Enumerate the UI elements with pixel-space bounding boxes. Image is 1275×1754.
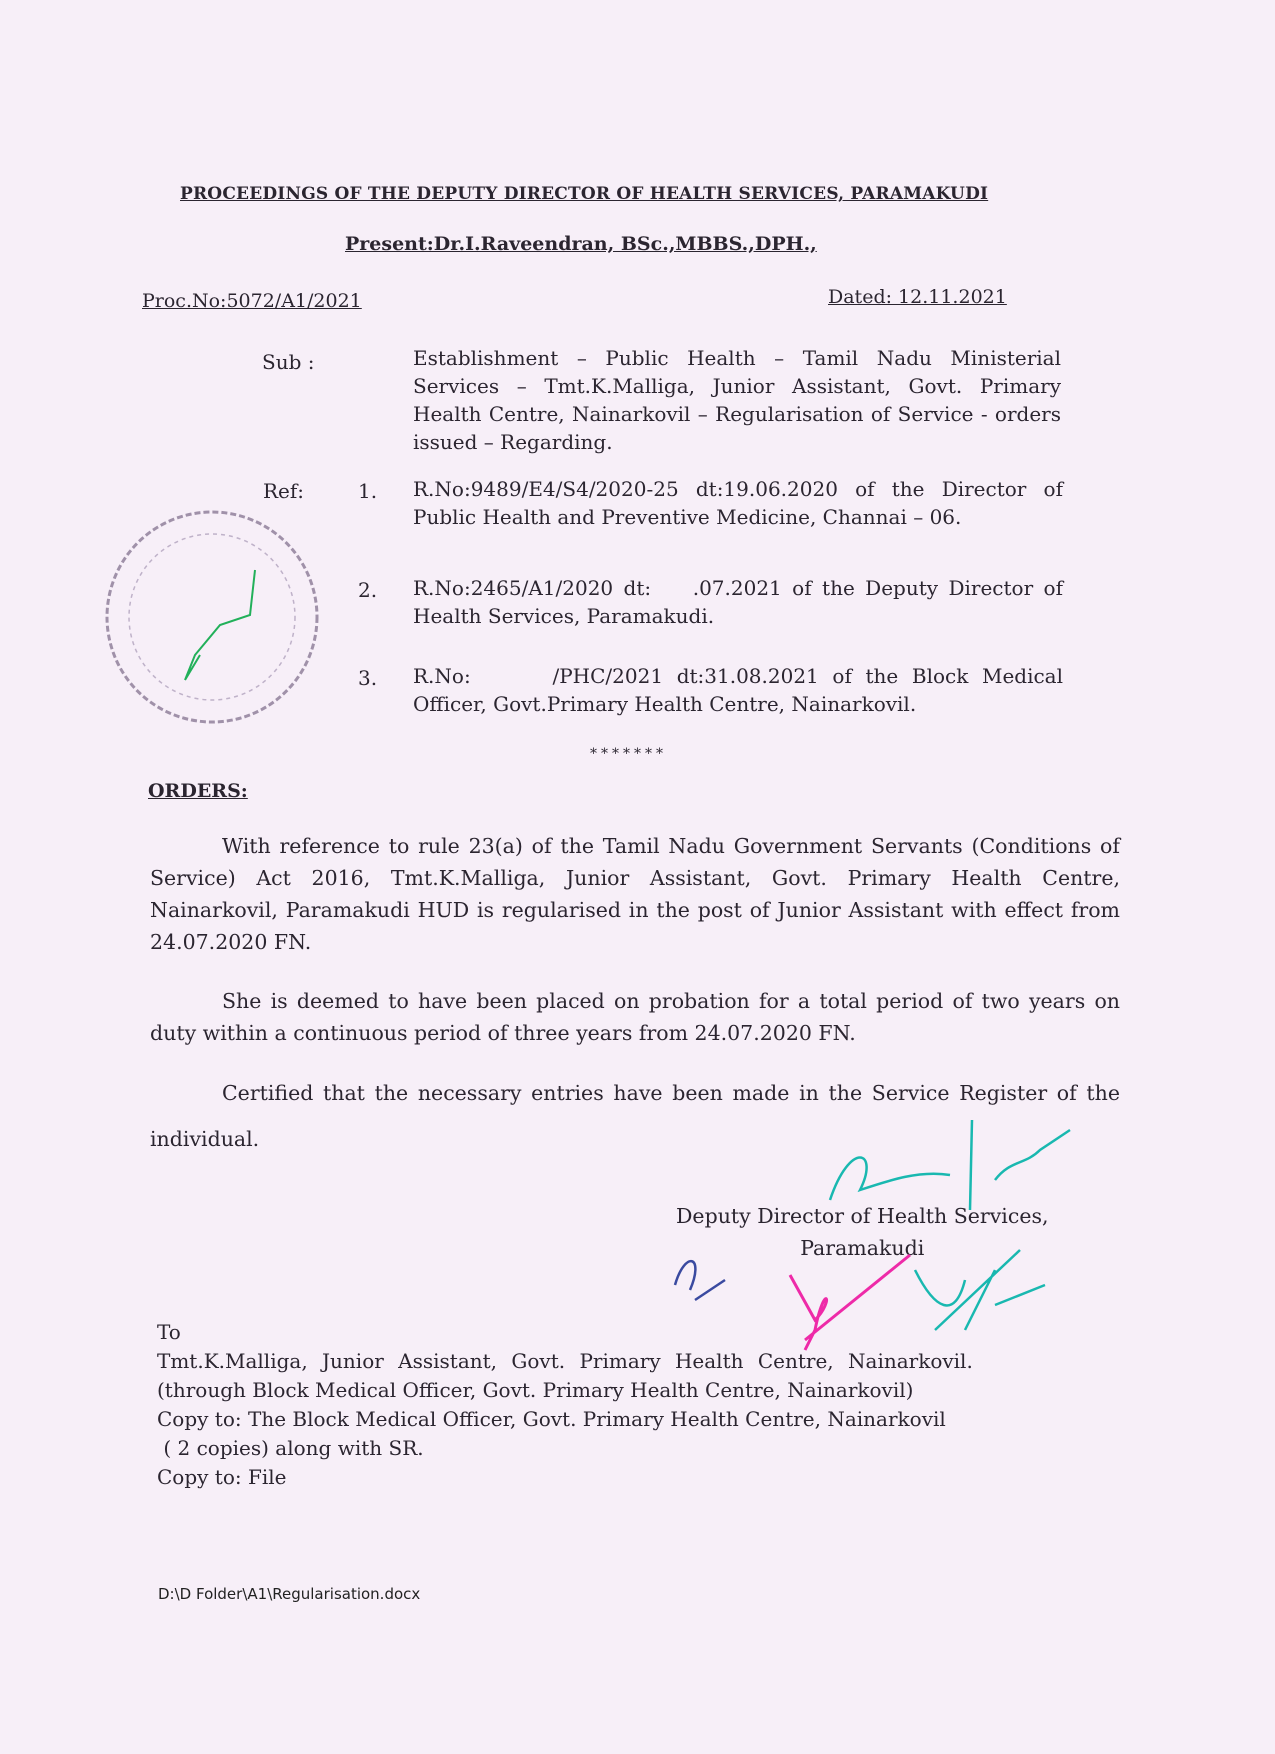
file-path-footer: D:\D Folder\A1\Regularisation.docx <box>158 1585 421 1603</box>
orders-heading: ORDERS: <box>148 780 248 802</box>
copy-to-file: Copy to: File <box>157 1465 287 1489</box>
signatory-place: Paramakudi <box>800 1236 925 1260</box>
date: Dated: 12.11.2021 <box>828 286 1007 308</box>
director-signature-icon <box>820 1120 1080 1210</box>
reference-1: R.No:9489/E4/S4/2020-25 dt:19.06.2020 of the Director of Public Health and Preventive Medicine, Channai – 06. <box>413 477 1063 529</box>
proceeding-number: Proc.No:5072/A1/2021 <box>142 290 362 312</box>
orders-paragraph-2: She is deemed to have been placed on probation for a total period of two years on duty within a continuous period of three years from 24.07.2020 FN. <box>150 989 1120 1045</box>
separator-stars: ******* <box>590 746 667 762</box>
reference-number-2: 2. <box>358 578 378 602</box>
to-label: To <box>157 1320 181 1344</box>
reference-number-3: 3. <box>358 666 378 690</box>
distribution-block <box>157 1318 973 1492</box>
orders-paragraph-1: With reference to rule 23(a) of the Tamil Nadu Government Servants (Conditions of Service) Act 2016, Tmt.K.Malliga, Junior Assistant, Govt. Primary Health Centre, Nainarkovil, Paramakudi HUD is regularised in the post of Junior Assistant with effect from 24.07.2020 FN. <box>150 834 1120 954</box>
subject-text: Establishment – Public Health – Tamil Nadu Ministerial Services – Tmt.K.Malliga, Junior Assistant, Govt. Primary Health Centre, Nainarkovil – Regularisation of Service - orders issued – Regarding. <box>413 346 1061 454</box>
signatory-designation: Deputy Director of Health Services, <box>676 1204 1049 1228</box>
recipient-line: Tmt.K.Malliga, Junior Assistant, Govt. Primary Health Centre, Nainarkovil. <box>157 1349 973 1373</box>
reference-3: R.No: /PHC/2021 dt:31.08.2021 of the Block Medical Officer, Govt.Primary Health Centre, Nainarkovil. <box>413 664 1070 716</box>
reference-label: Ref: <box>263 479 305 503</box>
reference-2: R.No:2465/A1/2020 dt: .07.2021 of the Deputy Director of Health Services, Paramakudi. <box>413 576 1070 628</box>
document-title: PROCEEDINGS OF THE DEPUTY DIRECTOR OF HEALTH SERVICES, PARAMAKUDI <box>180 184 989 204</box>
reference-number-1: 1. <box>358 479 378 503</box>
copy-count: ( 2 copies) along with SR. <box>157 1436 424 1460</box>
office-seal-icon <box>100 495 340 735</box>
through-line: (through Block Medical Officer, Govt. Primary Health Centre, Nainarkovil) <box>157 1378 914 1402</box>
copy-to-bmo: Copy to: The Block Medical Officer, Govt. Primary Health Centre, Nainarkovil <box>157 1407 946 1431</box>
orders-paragraph-3: Certified that the necessary entries have been made in the Service Register of the individual. <box>150 1081 1120 1151</box>
present-officer: Present:Dr.I.Raveendran, BSc.,MBBS.,DPH., <box>345 233 817 255</box>
subject-label: Sub : <box>262 350 315 374</box>
